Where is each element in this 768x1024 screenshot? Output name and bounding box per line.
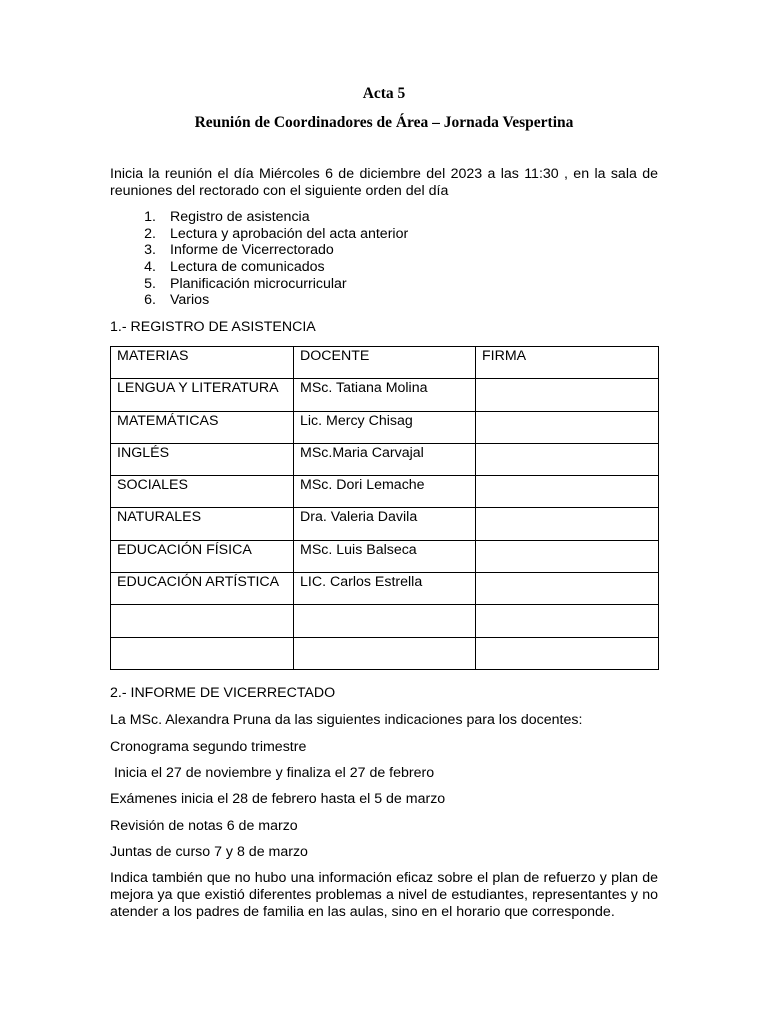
agenda-item	[110, 259, 408, 276]
teacher-cell: MSc.Maria Carvajal	[294, 443, 476, 475]
teacher-cell: Lic. Mercy Chisag	[294, 411, 476, 443]
signature-cell	[476, 573, 659, 605]
section2-line: La MSc. Alexandra Pruna da las siguientes indicaciones para los docentes:	[110, 712, 583, 728]
table-row	[111, 573, 659, 605]
document-subtitle: Reunión de Coordinadores de Área – Jornada Vespertina	[194, 114, 574, 131]
section1-heading: 1.- REGISTRO DE ASISTENCIA	[110, 319, 316, 335]
subject-cell: NATURALES	[111, 508, 294, 540]
teacher-cell: Dra. Valeria Davila	[294, 508, 476, 540]
agenda-item-text: Lectura y aprobación del acta anterior	[170, 225, 409, 242]
agenda-item-text: Planificación microcurricular	[170, 275, 347, 292]
agenda-item-number: 5.	[144, 275, 156, 292]
section2-line: Exámenes inicia el 28 de febrero hasta el 5 de marzo	[110, 791, 446, 807]
teacher-cell	[294, 637, 476, 669]
signature-cell	[476, 637, 659, 669]
agenda-item-text: Varios	[170, 292, 210, 309]
subject-cell: INGLÉS	[111, 443, 294, 475]
signature-cell	[476, 476, 659, 508]
agenda-item	[110, 242, 408, 259]
agenda-item-number: 6.	[144, 292, 156, 309]
section2-heading: 2.- INFORME DE VICERRECTADO	[110, 685, 336, 701]
section2-line: Juntas de curso 7 y 8 de marzo	[110, 844, 308, 860]
section2-line: Revisión de notas 6 de marzo	[110, 818, 298, 834]
signature-cell	[476, 540, 659, 572]
column-header: FIRMA	[476, 347, 659, 379]
table-row	[111, 411, 659, 443]
signature-cell	[476, 379, 659, 411]
agenda-item-number: 2.	[144, 225, 156, 242]
teacher-cell: LIC. Carlos Estrella	[294, 573, 476, 605]
table-row	[111, 476, 659, 508]
subject-cell	[111, 605, 294, 637]
agenda-item-text: Registro de asistencia	[170, 209, 310, 225]
agenda-list	[110, 209, 408, 309]
subject-cell: LENGUA Y LITERATURA	[111, 379, 294, 411]
subject-cell: EDUCACIÓN ARTÍSTICA	[111, 573, 294, 605]
section2-final-paragraph: Indica también que no hubo una información eficaz sobre el plan de refuerzo y plan de mejora ya que existió diferentes problemas a nivel de estudiantes, representantes y no atender a los padres de familia en las aulas, sino en el horario que corresponde.	[110, 870, 658, 920]
agenda-item-text: Informe de Vicerrectorado	[170, 242, 334, 259]
column-header: DOCENTE	[294, 347, 476, 379]
column-header: MATERIAS	[111, 347, 294, 379]
agenda-item-number: 3.	[144, 242, 156, 259]
agenda-item	[110, 276, 408, 293]
table-row	[111, 379, 659, 411]
section2-line: Inicia el 27 de noviembre y finaliza el 27 de febrero	[110, 765, 435, 781]
agenda-item-text: Lectura de comunicados	[170, 259, 325, 276]
signature-cell	[476, 443, 659, 475]
table-row	[111, 443, 659, 475]
table-row	[111, 508, 659, 540]
agenda-item	[110, 209, 408, 226]
agenda-item	[110, 226, 408, 243]
section2-line: Cronograma segundo trimestre	[110, 739, 307, 755]
document-title: Acta 5	[362, 85, 406, 102]
signature-cell	[476, 605, 659, 637]
agenda-item-number: 4.	[144, 259, 156, 276]
teacher-cell	[294, 605, 476, 637]
teacher-cell: MSc. Dori Lemache	[294, 476, 476, 508]
attendance-table	[110, 346, 659, 670]
subject-cell	[111, 637, 294, 669]
table-row	[111, 605, 659, 637]
table-row	[111, 637, 659, 669]
subject-cell: MATEMÁTICAS	[111, 411, 294, 443]
teacher-cell: MSc. Luis Balseca	[294, 540, 476, 572]
table-row	[111, 540, 659, 572]
intro-paragraph: Inicia la reunión el día Miércoles 6 de diciembre del 2023 a las 11:30 , en la sala de reuniones del rectorado con el siguiente orden del día	[110, 166, 658, 199]
teacher-cell: MSc. Tatiana Molina	[294, 379, 476, 411]
table-header-row	[111, 347, 659, 379]
signature-cell	[476, 508, 659, 540]
agenda-item-number: 1.	[144, 209, 156, 225]
agenda-item	[110, 292, 408, 309]
subject-cell: SOCIALES	[111, 476, 294, 508]
signature-cell	[476, 411, 659, 443]
subject-cell: EDUCACIÓN FÍSICA	[111, 540, 294, 572]
